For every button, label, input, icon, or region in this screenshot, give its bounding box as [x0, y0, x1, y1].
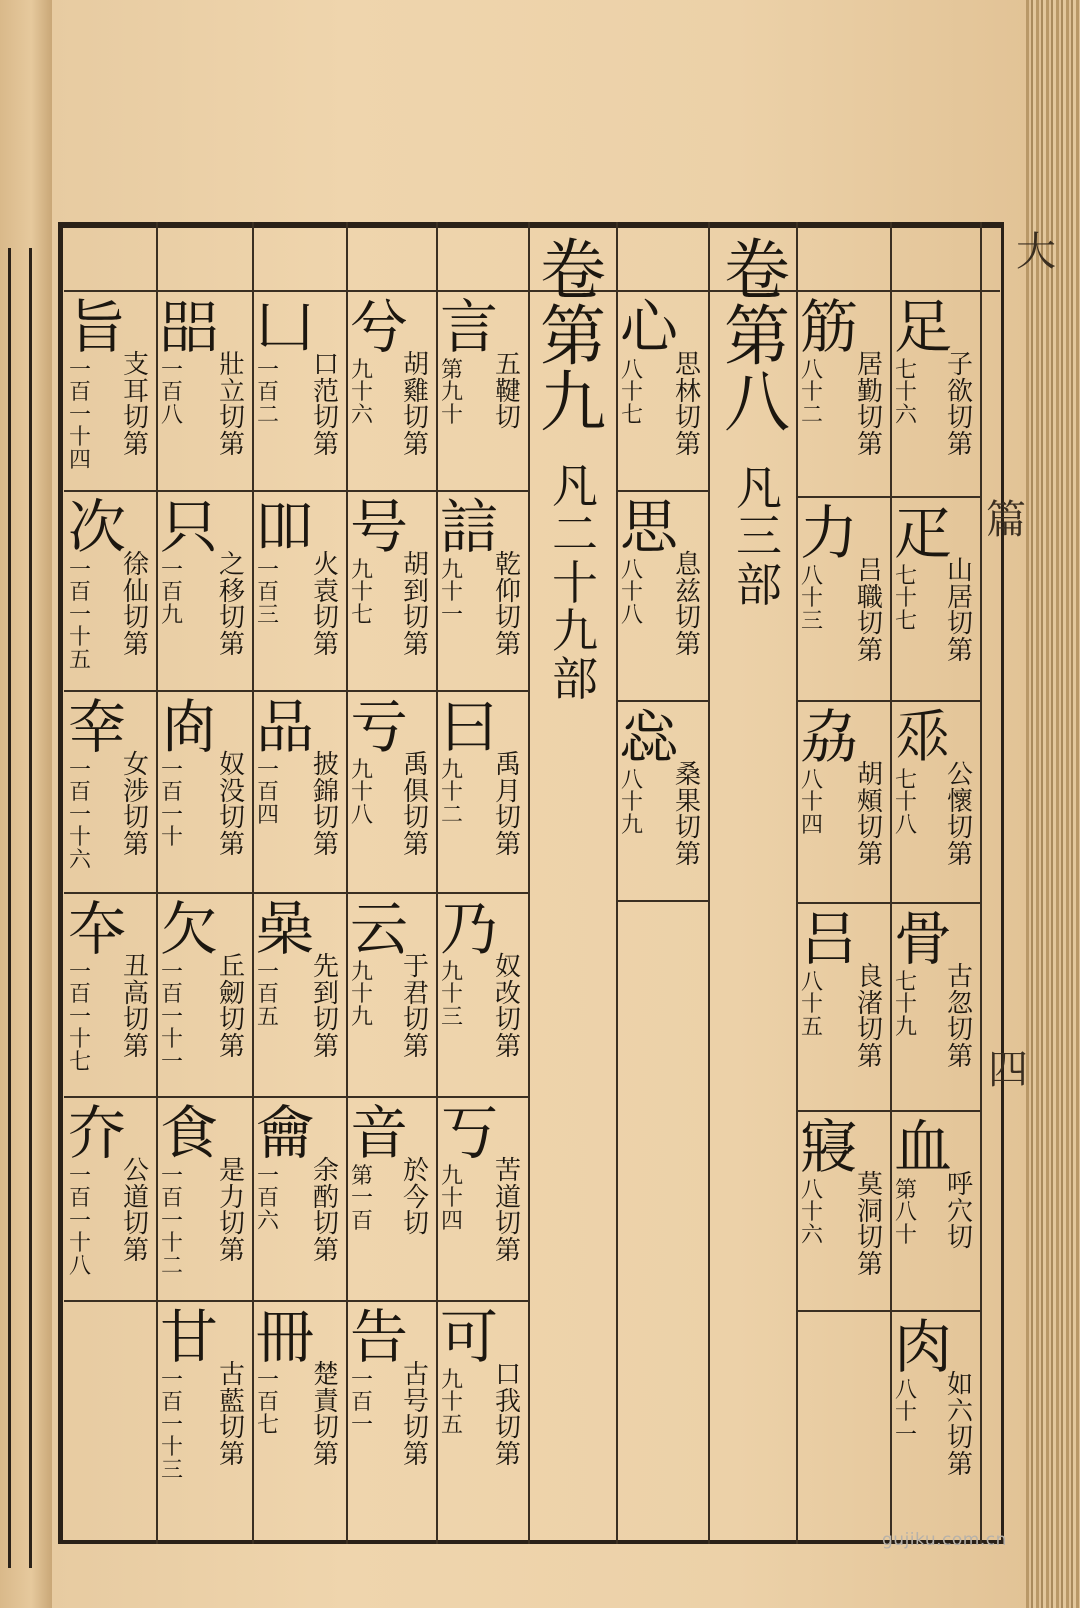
radical-number: 第八十	[894, 1178, 917, 1248]
fanqie-reading: 子欲切第	[946, 350, 973, 460]
radical-char: 食	[160, 1099, 219, 1167]
radical-char: 品	[256, 693, 315, 761]
radical-char: 㗊	[160, 293, 219, 361]
radical-number: 八十五	[800, 970, 823, 1040]
radical-number: 第九十	[440, 358, 463, 428]
radical-char: 誩	[440, 493, 499, 561]
fanqie-reading: 古忽切第	[946, 962, 973, 1072]
fanqie-reading: 禹月切第	[494, 750, 521, 860]
radical-number: 七十六	[894, 358, 917, 428]
fanqie-reading: 丘劒切第	[218, 952, 245, 1062]
cell-rule	[616, 290, 708, 292]
fanqie-reading: 呼穴切	[946, 1170, 973, 1254]
radical-number: 八十九	[620, 768, 643, 838]
radical-number: 一百八	[160, 358, 183, 428]
radical-char: 夰	[68, 1099, 127, 1167]
fanqie-reading: 火袁切第	[312, 550, 339, 660]
cell-rule	[252, 1096, 346, 1098]
cell-rule	[890, 700, 980, 702]
radical-char: 喿	[256, 895, 315, 963]
cell-rule	[616, 700, 708, 702]
fanqie-reading: 五鞬切	[494, 350, 521, 434]
radical-number: 一百一十三	[160, 1368, 183, 1483]
cell-rule	[346, 1096, 436, 1098]
radical-number: 九十六	[350, 358, 373, 428]
cell-rule	[156, 1096, 252, 1098]
margin-page-number: 四	[988, 1047, 1028, 1093]
radical-number: 一百一十六	[68, 758, 91, 873]
radical-char: 丂	[440, 1099, 499, 1167]
cell-rule	[156, 1300, 252, 1302]
radical-char: 㕯	[160, 693, 219, 761]
cell-rule	[890, 1110, 980, 1112]
radical-number: 九十二	[440, 758, 463, 828]
previous-page-border	[8, 248, 32, 1568]
fanqie-reading: 居勤切第	[856, 350, 883, 460]
fanqie-reading: 古号切第	[402, 1360, 429, 1470]
radical-char: 云	[350, 895, 409, 963]
fanqie-reading: 口我切第	[494, 1360, 521, 1470]
fanqie-reading: 公懷切第	[946, 760, 973, 870]
fanqie-reading: 苦道切第	[494, 1156, 521, 1266]
radical-number: 九十一	[440, 558, 463, 628]
radical-char: 惢	[620, 703, 679, 771]
cell-rule	[436, 690, 528, 692]
radical-char: 甘	[160, 1303, 219, 1371]
radical-number: 八十二	[800, 358, 823, 428]
fanqie-reading: 禹俱切第	[402, 750, 429, 860]
radical-char: 音	[350, 1099, 409, 1167]
fanqie-reading: 之移切第	[218, 550, 245, 660]
fanqie-reading: 壯立切第	[218, 350, 245, 460]
radical-number: 一百一十二	[160, 1164, 183, 1279]
fanqie-reading: 先到切第	[312, 952, 339, 1062]
radical-char: 㚔	[68, 693, 127, 761]
column-rule	[528, 222, 530, 1544]
radical-number: 一百二	[256, 358, 279, 428]
fanqie-reading: 楚責切第	[312, 1360, 339, 1470]
volume9-heading: 卷第九	[540, 232, 606, 441]
fanqie-reading: 是力切第	[218, 1156, 245, 1266]
radical-number: 一百三	[256, 558, 279, 628]
radical-number: 一百一十	[160, 758, 183, 851]
radical-char: 言	[440, 293, 499, 361]
radical-char: 吅	[256, 493, 315, 561]
radical-char: 劦	[800, 703, 859, 771]
radical-char: 力	[800, 499, 859, 567]
cell-rule	[436, 892, 528, 894]
cell-rule	[64, 690, 156, 692]
column-rule	[252, 222, 254, 1544]
radical-number: 第一百	[350, 1164, 373, 1234]
radical-number: 一百九	[160, 558, 183, 628]
fanqie-reading: 于君切第	[402, 952, 429, 1062]
radical-char: 思	[620, 493, 679, 561]
radical-number: 九十四	[440, 1164, 463, 1234]
fanqie-reading: 於今切	[402, 1156, 429, 1240]
cell-rule	[436, 1300, 528, 1302]
cell-rule	[156, 490, 252, 492]
fanqie-reading: 女涉切第	[122, 750, 149, 860]
radical-number: 一百四	[256, 758, 279, 828]
fanqie-reading: 古藍切第	[218, 1360, 245, 1470]
radical-number: 八十四	[800, 768, 823, 838]
radical-char: 寢	[800, 1113, 859, 1181]
radical-char: 龠	[256, 1099, 315, 1167]
cell-rule	[252, 490, 346, 492]
fanqie-reading: 支耳切第	[122, 350, 149, 460]
radical-char: 吕	[800, 905, 859, 973]
fanqie-reading: 胡頰切第	[856, 760, 883, 870]
radical-char: 可	[440, 1303, 499, 1371]
radical-number: 八十一	[894, 1378, 917, 1448]
fanqie-reading: 良渚切第	[856, 962, 883, 1072]
radical-char: 𠂹	[894, 703, 953, 771]
volume8-count: 凡三部	[736, 461, 782, 612]
radical-number: 一百七	[256, 1368, 279, 1438]
fanqie-reading: 桑果切第	[674, 760, 701, 870]
cell-rule	[346, 490, 436, 492]
radical-char: 号	[350, 493, 409, 561]
cell-rule	[890, 902, 980, 904]
cell-rule	[156, 690, 252, 692]
cell-rule	[346, 1300, 436, 1302]
radical-number: 八十八	[620, 558, 643, 628]
radical-number: 八十三	[800, 564, 823, 634]
radical-char: 凵	[256, 293, 315, 361]
cell-rule	[796, 1110, 890, 1112]
volume8-heading: 卷第八	[724, 232, 790, 441]
cell-rule	[64, 290, 1000, 292]
fanqie-reading: 胡雞切第	[402, 350, 429, 460]
fanqie-reading: 丑高切第	[122, 952, 149, 1062]
radical-number: 九十五	[440, 1368, 463, 1438]
column-rule	[980, 222, 982, 1544]
fanqie-reading: 山居切第	[946, 556, 973, 666]
fanqie-reading: 公道切第	[122, 1156, 149, 1266]
volume9-count: 凡二十九部	[552, 459, 598, 707]
fanqie-reading: 如六切第	[946, 1370, 973, 1480]
fanqie-reading: 奴没切第	[218, 750, 245, 860]
radical-char: 血	[894, 1113, 953, 1181]
margin-section: 篇	[986, 497, 1026, 543]
radical-number: 一百一十四	[68, 358, 91, 473]
radical-char: 心	[620, 293, 679, 361]
fanqie-reading: 吕職切第	[856, 556, 883, 666]
column-rule	[156, 222, 158, 1544]
radical-number: 一百五	[256, 960, 279, 1030]
radical-number: 一百六	[256, 1164, 279, 1234]
cell-rule	[252, 690, 346, 692]
cell-rule	[436, 490, 528, 492]
radical-number: 八十六	[800, 1178, 823, 1248]
radical-char: 次	[68, 493, 127, 561]
cell-rule	[252, 892, 346, 894]
fanqie-reading: 息兹切第	[674, 550, 701, 660]
radical-char: 冊	[256, 1303, 315, 1371]
cell-rule	[64, 490, 156, 492]
cell-rule	[796, 496, 890, 498]
radical-number: 一百一十五	[68, 558, 91, 673]
fanqie-reading: 余酌切第	[312, 1156, 339, 1266]
cell-rule	[436, 1096, 528, 1098]
cell-rule	[616, 490, 708, 492]
fanqie-reading: 胡到切第	[402, 550, 429, 660]
cell-rule	[346, 892, 436, 894]
column-rule	[890, 222, 892, 1544]
column-rule	[796, 222, 798, 1544]
radical-number: 七十九	[894, 970, 917, 1040]
cell-rule	[64, 1096, 156, 1098]
radical-char: 筋	[800, 293, 859, 361]
radical-char: 夲	[68, 895, 127, 963]
radical-number: 一百一十八	[68, 1164, 91, 1279]
radical-number: 七十八	[894, 768, 917, 838]
radical-char: 曰	[440, 693, 499, 761]
radical-number: 一百一	[350, 1368, 373, 1438]
cell-rule	[252, 1300, 346, 1302]
radical-char: 旨	[68, 293, 127, 361]
column-rule	[616, 222, 618, 1544]
cell-rule	[796, 700, 890, 702]
cell-rule	[64, 1300, 156, 1302]
fanqie-reading: 思林切第	[674, 350, 701, 460]
fanqie-reading: 徐仙切第	[122, 550, 149, 660]
radical-number: 九十三	[440, 960, 463, 1030]
margin-title: 大	[1016, 229, 1056, 275]
cell-rule	[64, 892, 156, 894]
column-rule	[708, 222, 710, 1544]
radical-number: 一百一十七	[68, 960, 91, 1075]
radical-char: 骨	[894, 905, 953, 973]
radical-number: 九十七	[350, 558, 373, 628]
radical-char: 乃	[440, 895, 499, 963]
cell-rule	[796, 902, 890, 904]
cell-rule	[156, 892, 252, 894]
cell-rule	[796, 1310, 890, 1312]
cell-rule	[890, 1310, 980, 1312]
radical-char: 兮	[350, 293, 409, 361]
cell-rule	[890, 496, 980, 498]
column-rule	[346, 222, 348, 1544]
radical-char: 疋	[894, 499, 953, 567]
radical-number: 九十九	[350, 960, 373, 1030]
cell-rule	[346, 690, 436, 692]
radical-number: 八十七	[620, 358, 643, 428]
radical-number: 九十八	[350, 758, 373, 828]
radical-number: 一百一十一	[160, 960, 183, 1075]
radical-char: 亏	[350, 693, 409, 761]
radical-number: 七十七	[894, 564, 917, 634]
watermark: gujiku.com.cn	[882, 1530, 1007, 1550]
radical-char: 告	[350, 1303, 409, 1371]
fanqie-reading: 披錦切第	[312, 750, 339, 860]
radical-char: 只	[160, 493, 219, 561]
radical-char: 足	[894, 293, 953, 361]
cell-rule	[616, 900, 708, 902]
fanqie-reading: 口范切第	[312, 350, 339, 460]
column-rule	[436, 222, 438, 1544]
fanqie-reading: 奴改切第	[494, 952, 521, 1062]
fanqie-reading: 乾仰切第	[494, 550, 521, 660]
radical-char: 肉	[894, 1313, 953, 1381]
radical-char: 欠	[160, 895, 219, 963]
fanqie-reading: 莫洞切第	[856, 1170, 883, 1280]
